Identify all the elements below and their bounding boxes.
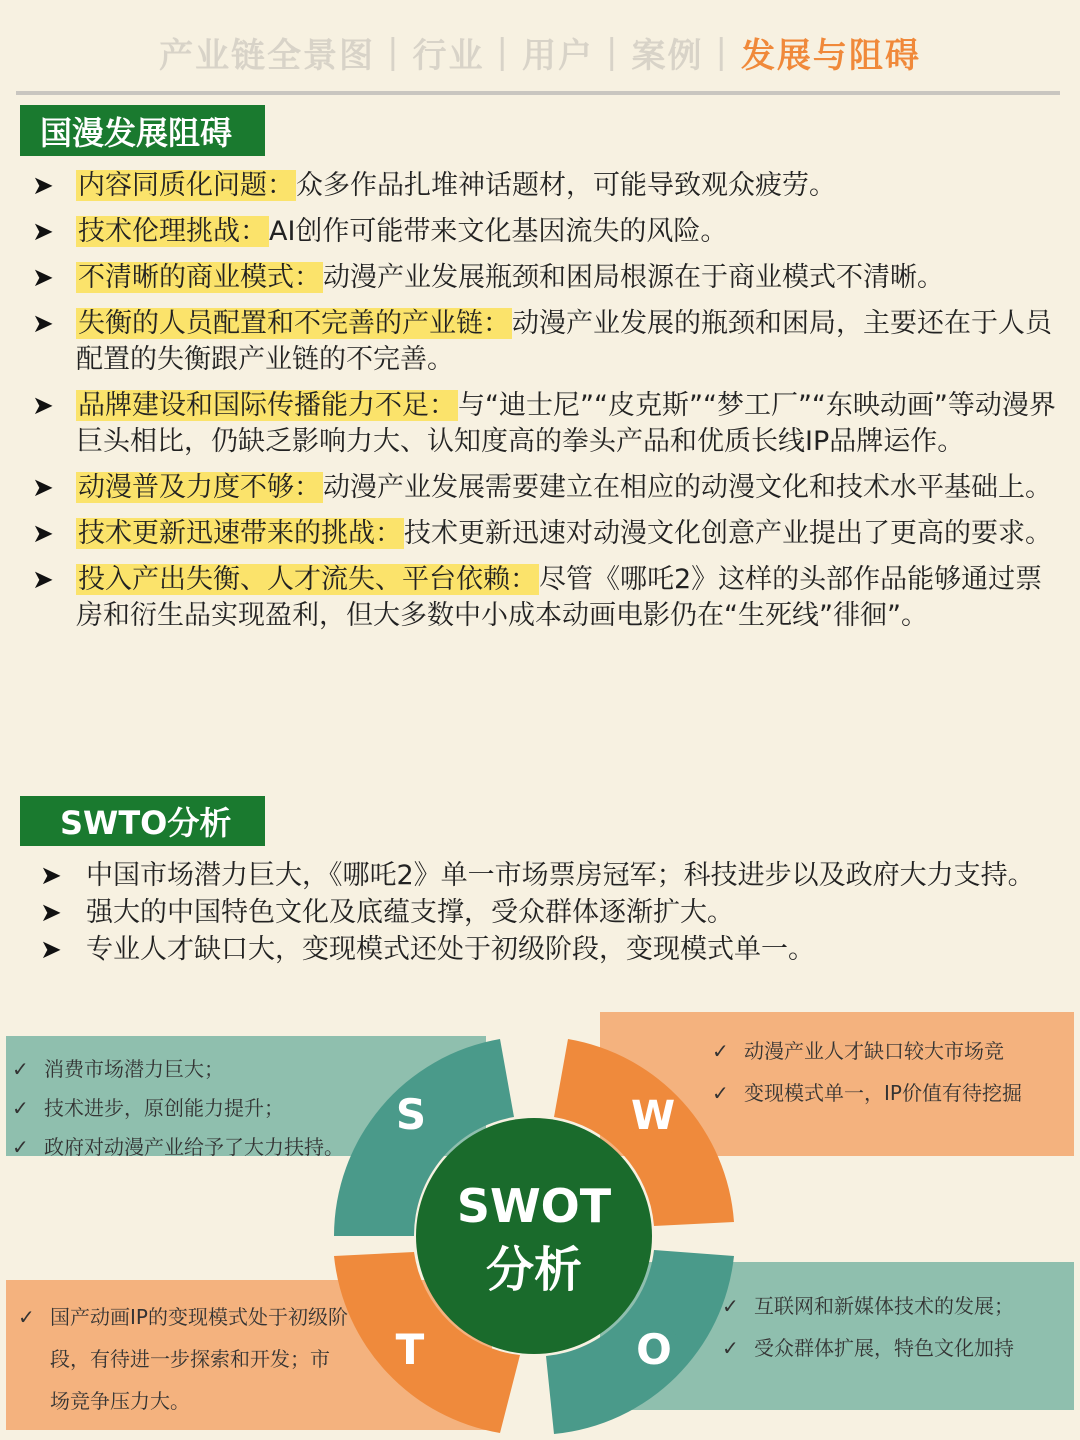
swot-summary-text: 强大的中国特色文化及底蕴支撑，受众群体逐渐扩大。 (86, 897, 734, 928)
nav-item-1[interactable]: 行业 (412, 35, 485, 76)
section-title-obstacles: 国漫发展阻碍 (20, 105, 265, 156)
strength-list (12, 1050, 372, 1167)
obstacle-text: AI创作可能带来文化基因流失的风险。 (269, 216, 728, 247)
obstacle-item (20, 306, 1065, 378)
swot-summary-item (40, 932, 1050, 968)
weakness-item: ✓ 动漫产业人才缺口较大市场竞 (712, 1030, 1058, 1072)
obstacle-item (20, 516, 1065, 552)
arrow-bullet-icon: ➤ (32, 565, 54, 595)
opportunity-item: ✓ 受众群体扩展，特色文化加持 (722, 1327, 1052, 1369)
arrow-bullet-icon: ➤ (40, 898, 62, 928)
swot-summary-item (40, 858, 1050, 894)
arrow-bullet-icon: ➤ (32, 519, 54, 549)
obstacle-text: 动漫产业发展的瓶颈和困局，主要还在于人员配置的失衡跟产业链的不完善。 (76, 308, 1052, 375)
swot-summary-list (40, 858, 1050, 969)
section-title-swot: SWTO分析 (20, 796, 265, 846)
obstacle-label: 投入产出失衡、人才流失、平台依赖： (78, 564, 537, 595)
obstacle-text: 技术更新迅速对动漫文化创意产业提出了更高的要求。 (404, 518, 1052, 549)
swot-summary-text: 专业人才缺口大，变现模式还处于初级阶段，变现模式单一。 (86, 934, 815, 965)
arrow-bullet-icon: ➤ (40, 935, 62, 965)
strength-letter: S (395, 1090, 427, 1139)
obstacle-label: 内容同质化问题： (78, 170, 294, 201)
opportunity-item: ✓ 互联网和新媒体技术的发展； (722, 1285, 1052, 1327)
obstacle-item (20, 260, 1065, 296)
nav-separator: | (715, 32, 729, 72)
obstacle-label: 技术更新迅速带来的挑战： (78, 518, 402, 549)
obstacle-text: 动漫产业发展需要建立在相应的动漫文化和技术水平基础上。 (323, 472, 1052, 503)
obstacle-label: 动漫普及力度不够： (78, 472, 321, 503)
threat-item: ✓ 国产动画IP的变现模式处于初级阶段，有待进一步探索和开发；市场竞争压力大。 (18, 1296, 348, 1422)
swot-summary-text: 中国市场潜力巨大，《哪吒2》单一市场票房冠军；科技进步以及政府大力支持。 (86, 860, 1035, 891)
obstacle-label: 品牌建设和国际传播能力不足： (78, 390, 456, 421)
obstacle-item (20, 562, 1065, 634)
obstacle-text: 动漫产业发展瓶颈和困局根源在于商业模式不清晰。 (323, 262, 944, 293)
weakness-list (712, 1030, 1058, 1114)
opportunity-letter: O (636, 1325, 672, 1374)
obstacle-label: 失衡的人员配置和不完善的产业链： (78, 308, 510, 339)
nav-separator: | (387, 32, 401, 72)
swot-center-subtitle: 分析 (485, 1242, 583, 1298)
weakness-letter: W (630, 1093, 676, 1139)
obstacle-item (20, 470, 1065, 506)
arrow-bullet-icon: ➤ (32, 171, 54, 201)
swot-center-circle (416, 1118, 652, 1354)
nav-separator: | (606, 32, 620, 72)
arrow-bullet-icon: ➤ (32, 473, 54, 503)
top-navigation (0, 22, 1080, 82)
obstacle-label: 不清晰的商业模式： (78, 262, 321, 293)
arrow-bullet-icon: ➤ (32, 391, 54, 421)
nav-divider (16, 91, 1060, 95)
arrow-bullet-icon: ➤ (32, 309, 54, 339)
obstacle-item (20, 214, 1065, 250)
nav-separator: | (496, 32, 510, 72)
weakness-item: ✓ 变现模式单一，IP价值有待挖掘 (712, 1072, 1058, 1114)
obstacle-text: 众多作品扎堆神话题材，可能导致观众疲劳。 (296, 170, 836, 201)
obstacle-text: 尽管《哪吒2》这样的头部作品能够通过票房和衍生品实现盈利，但大多数中小成本动画电影仍在“生死线”徘徊”。 (76, 564, 1043, 631)
swot-center-title: SWOT (456, 1179, 612, 1233)
nav-item-0[interactable]: 产业链全景图 (159, 35, 376, 76)
arrow-bullet-icon: ➤ (40, 861, 62, 891)
obstacle-item (20, 388, 1065, 460)
obstacle-text: 与“迪士尼”“皮克斯”“梦工厂”“东映动画”等动漫界巨头相比，仍缺乏影响力大、认知度高的拳头产品和优质长线IP品牌运作。 (76, 390, 1056, 457)
strength-item: ✓ 消费市场潜力巨大； (12, 1050, 372, 1089)
obstacle-label: 技术伦理挑战： (78, 216, 267, 247)
arrow-bullet-icon: ➤ (32, 217, 54, 247)
swot-summary-item (40, 895, 1050, 931)
nav-item-4[interactable]: 发展与阻碍 (740, 35, 921, 76)
nav-item-2[interactable]: 用户 (522, 35, 594, 76)
opportunity-list (722, 1285, 1052, 1369)
threat-list (18, 1296, 348, 1422)
obstacle-item (20, 168, 1065, 204)
threat-letter: T (395, 1325, 425, 1374)
arrow-bullet-icon: ➤ (32, 263, 54, 293)
strength-item: ✓ 技术进步，原创能力提升； (12, 1089, 372, 1128)
nav-item-3[interactable]: 案例 (631, 35, 704, 76)
obstacle-list (20, 168, 1065, 644)
strength-item: ✓ 政府对动漫产业给予了大力扶持。 (12, 1128, 372, 1167)
